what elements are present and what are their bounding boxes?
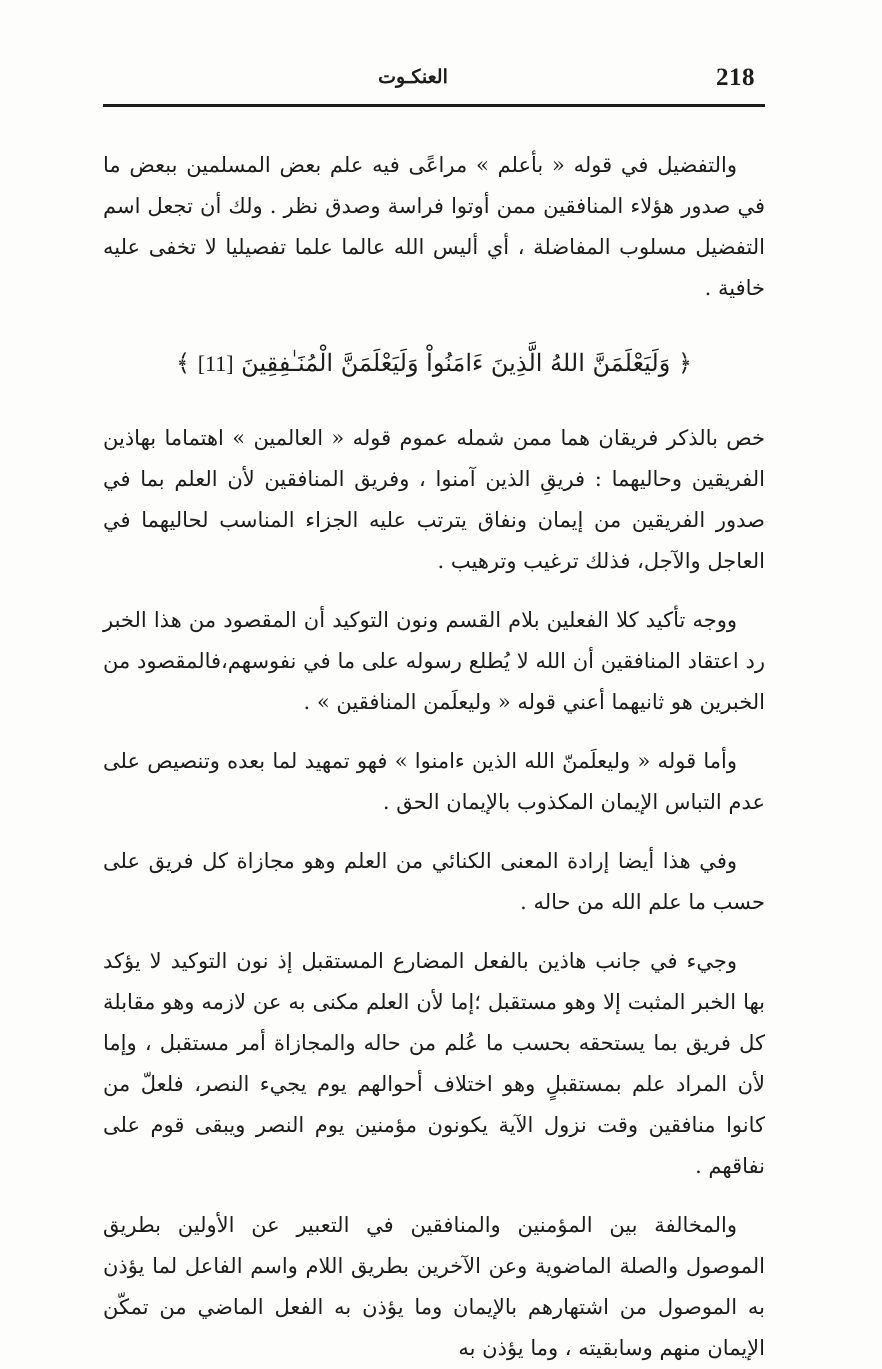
verse-open-ornament: ﴿ (677, 349, 693, 377)
paragraph-7: والمخالفة بين المؤمنين والمنافقين في التعبير عن الأولين بطريق الموصول والصلة الماضوية وعن الآخرين بطريق اللام واسم الفاعل لما يؤذن به الموصول من اشتهارهم بالإيمان وما يؤذن به الفعل الماضي من تمكّن الإيمان منهم وسابقيته ، وما يؤذن به (103, 1213, 765, 1360)
paragraph-gap (103, 823, 765, 841)
paragraph-gap (103, 723, 765, 741)
page-header (103, 58, 765, 102)
header-rule (103, 104, 765, 107)
paragraph-5: وفي هذا أيضا إرادة المعنى الكنائي من العلم وهو مجازاة كل فريق على حسب ما علم الله من حاله . (103, 849, 765, 914)
ayah-number: [11] (197, 351, 234, 376)
paragraph-gap (103, 582, 765, 600)
paragraph-1: والتفضيل في قوله « بأعلم » مراعًى فيه علم بعض المسلمين ببعض ما في صدور هؤلاء المنافقين ممن أوتوا فراسة وصدق نظر . ولك أن تجعل اسم التفضيل مسلوب المفاضلة ، أي أليس الله عالما علما تفصيليا لا تخفى عليه خافية . (103, 153, 765, 300)
paragraph-3: ووجه تأكيد كلا الفعلين بلام القسم ونون التوكيد أن المقصود من هذا الخبر رد اعتقاد المنافقين أن الله لا يُطلع رسوله على ما في نفوسهم،فالمقصود من الخبرين هو ثانيهما أعني قوله « وليعلَمن المنافقين » . (103, 608, 765, 714)
paragraph-4: وأما قوله « وليعلَمنّ الله الذين ءامنوا » فهو تمهيد لما بعده وتنصيص على عدم التباس الإيمان المكذوب بالإيمان الحق . (103, 749, 765, 814)
page-number: 218 (716, 64, 755, 91)
paragraph-gap (103, 1187, 765, 1205)
paragraph-6: وجيء في جانب هاذين بالفعل المضارع المستقبل إذ نون التوكيد لا يؤكد بها الخبر المثبت إلا وهو مستقبل ؛إما لأن العلم مكنى به عن لازمه وهو مقابلة كل فريق بما يستحقه بحسب ما عُلم من حاله والمجازاة أمر مستقبل ، وإما لأن المراد علم بمستقبلٍ وهو اختلاف أحوالهم يوم يجيء النصر، فلعلّ من كانوا منافقين وقت نزول الآية يكونون مؤمنين يوم النصر ويبقى قوم على نفاقهم . (103, 949, 765, 1178)
running-title: العنكـوت (378, 66, 448, 88)
quran-verse (103, 343, 765, 384)
paragraph-2: خص بالذكر فريقان هما ممن شمله عموم قوله « العالمين » اهتماما بهاذين الفريقين وحاليهما : فريقِ الذين آمنوا ، وفريق المنافقين لأن العلم بما في صدور الفريقين من إيمان ونفاق يترتب عليه الجزاء المناسب لحاليهما في العاجل والآجل، فذلك ترغيب وترهيب . (103, 426, 765, 573)
paragraph-gap (103, 923, 765, 941)
verse-close-ornament: ﴾ (175, 349, 191, 377)
page-body (103, 145, 765, 1369)
verse-text: وَلَيَعْلَمَنَّ اللهُ الَّذِينَ ءَامَنُواْ وَلَيَعْلَمَنَّ الْمُنَـٰفِقِينَ (241, 349, 671, 377)
